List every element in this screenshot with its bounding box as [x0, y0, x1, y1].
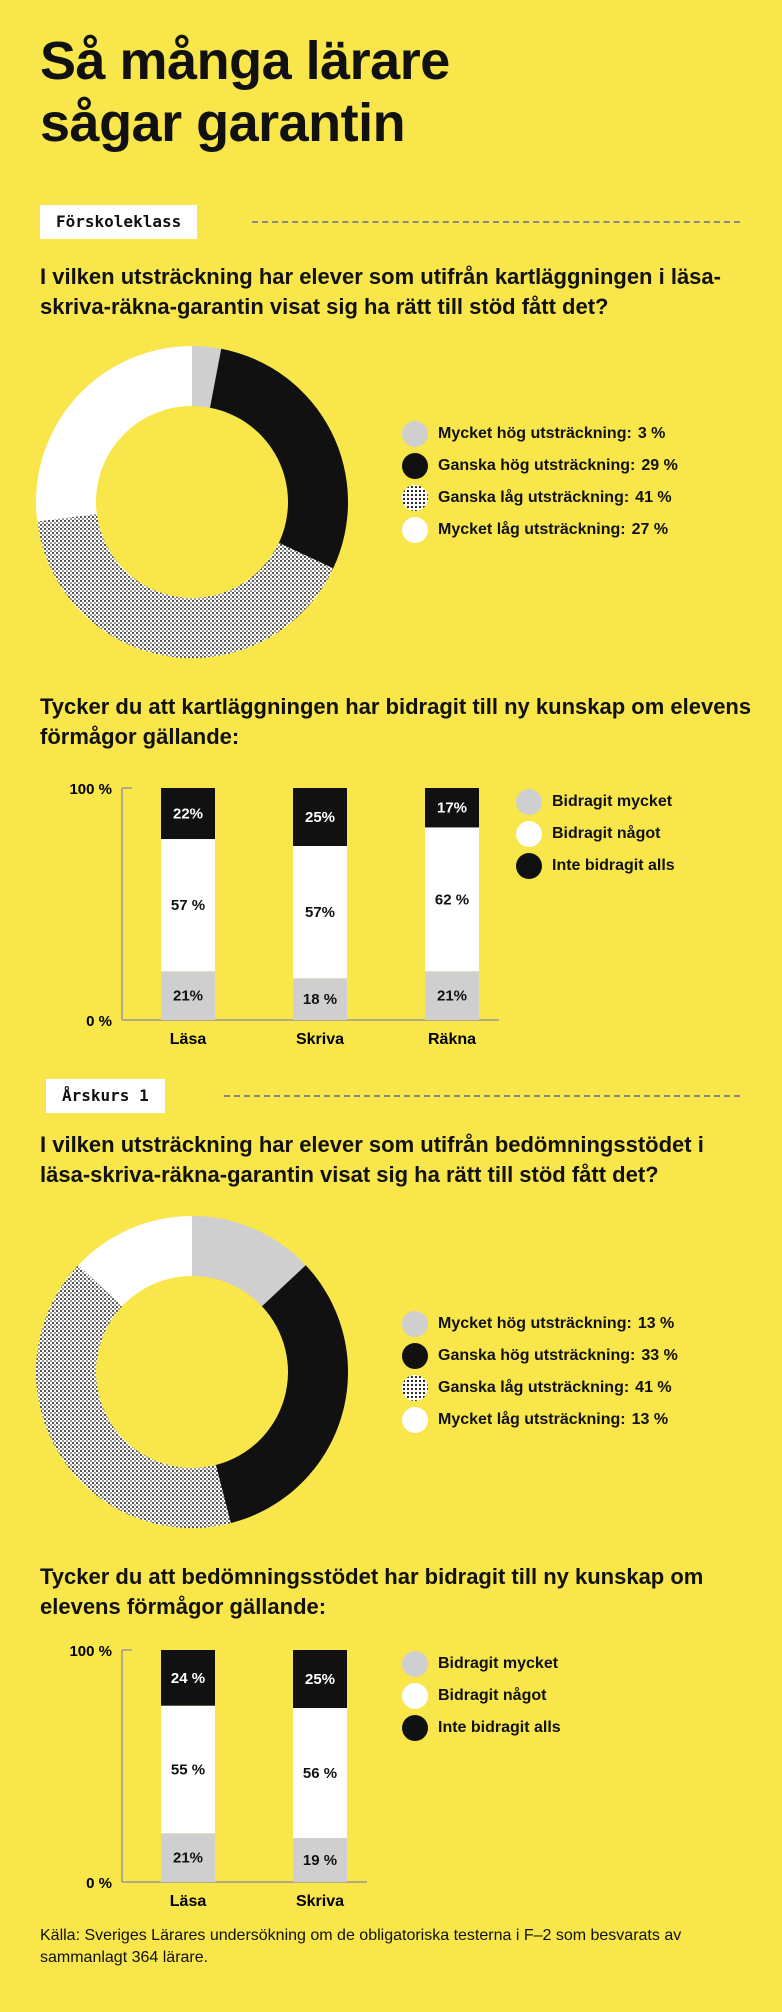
- legend-item-inte-bidragit-alls: [516, 850, 675, 882]
- bar-data-label: 17%: [436, 799, 468, 817]
- donut-legend-2: [402, 1308, 678, 1436]
- legend-value: 33 %: [641, 1347, 678, 1364]
- legend-value: 27 %: [631, 521, 669, 538]
- legend-value: 3 %: [637, 425, 666, 442]
- legend-item-ganska-hog-utstrackning: [402, 450, 678, 482]
- legend-label: Inte bidragit alls: [438, 1719, 561, 1736]
- legend-label: Mycket låg utsträckning:: [438, 521, 626, 538]
- legend-label: Mycket hög utsträckning:: [438, 425, 632, 442]
- legend-label: Bidragit mycket: [438, 1655, 559, 1672]
- legend-swatch: [516, 853, 542, 879]
- legend-item-bidragit-nagot: [516, 818, 675, 850]
- y-tick-label-0: 0 %: [86, 1875, 112, 1892]
- legend-item-ganska-hog-utstrackning: [402, 1340, 678, 1372]
- bar-data-label: 25%: [304, 1671, 336, 1688]
- legend-label: Bidragit något: [552, 825, 661, 842]
- legend-value: 13 %: [631, 1411, 669, 1428]
- bar-data-label: 56 %: [302, 1764, 338, 1782]
- legend-swatch: [402, 1683, 428, 1709]
- legend-swatch: [516, 789, 542, 815]
- bar-data-label: 57%: [304, 904, 336, 922]
- donut-question-1: I vilken utsträckning har elever som utifrån kartläggningen i läsa-skriva-räkna-garantin visat sig ha rätt till stöd fått det?: [40, 264, 721, 319]
- legend-item-ganska-lag-utstrackning: [402, 482, 678, 514]
- section-tag-label: Förskoleklass: [40, 205, 197, 239]
- section-tag-label: Årskurs 1: [46, 1079, 165, 1113]
- legend-label: Ganska låg utsträckning:: [438, 1379, 630, 1396]
- y-tick-label-0: 0 %: [86, 1013, 112, 1030]
- legend-item-mycket-hog-utstrackning: [402, 1308, 678, 1340]
- legend-swatch: [516, 821, 542, 847]
- donut-question-2: I vilken utsträckning har elever som utifrån bedömningsstödet i läsa-skriva-räkna-garantin visat sig ha rätt till stöd fått det?: [40, 1132, 704, 1187]
- legend-item-mycket-lag-utstrackning: [402, 1404, 678, 1436]
- bar-data-label: 18 %: [302, 991, 338, 1009]
- bar-question-1: Tycker du att kartläggningen har bidragit till ny kunskap om elevens förmågor gällande:: [40, 694, 752, 749]
- bar-data-label: 21%: [172, 1849, 204, 1867]
- legend-label: Ganska låg utsträckning:: [438, 489, 630, 506]
- section-divider: [252, 221, 740, 223]
- bar-data-label: 55 %: [170, 1761, 206, 1779]
- legend-item-mycket-hog-utstrackning: [402, 418, 678, 450]
- legend-value: 13 %: [637, 1315, 675, 1332]
- legend-label: Bidragit mycket: [552, 793, 673, 810]
- legend-value: 41 %: [635, 1379, 672, 1396]
- donut-slice-mycket-lag-utstrackning: [36, 346, 192, 522]
- y-tick-label-100: 100 %: [69, 1643, 112, 1660]
- x-tick-label-skriva: Skriva: [295, 1031, 345, 1048]
- donut-legend-1: [402, 418, 678, 546]
- legend-swatch: [402, 1407, 428, 1433]
- legend-swatch: [402, 1715, 428, 1741]
- legend-value: 29 %: [641, 457, 678, 474]
- bar-data-label: 24 %: [170, 1669, 206, 1687]
- legend-item-bidragit-mycket: [402, 1648, 561, 1680]
- x-tick-label-skriva: Skriva: [295, 1893, 345, 1910]
- legend-label: Inte bidragit alls: [552, 857, 675, 874]
- legend-swatch: [402, 1343, 428, 1369]
- bar-data-label: 21%: [172, 987, 204, 1005]
- legend-swatch: [402, 453, 428, 479]
- bar-data-label: 57 %: [170, 897, 206, 915]
- legend-item-ganska-lag-utstrackning: [402, 1372, 678, 1404]
- legend-item-bidragit-nagot: [402, 1680, 561, 1712]
- page-title: Så många lärare sågar garantin: [40, 31, 450, 153]
- legend-label: Ganska hög utsträckning:: [438, 457, 636, 474]
- legend-swatch: [402, 1375, 428, 1401]
- legend-swatch: [402, 1311, 428, 1337]
- bar-data-label: 62 %: [434, 891, 470, 909]
- donut-slice-ganska-hog-utstrackning: [216, 1265, 348, 1523]
- bar-data-label: 21%: [436, 987, 468, 1005]
- source-note: Källa: Sveriges Lärares undersökning om de obligatoriska testerna i F–2 som besvarats av sammanlagt 364 lärare.: [40, 1927, 682, 1966]
- section-divider: [224, 1095, 740, 1097]
- bar-data-label: 19 %: [302, 1851, 338, 1869]
- bar-data-label: 22%: [172, 805, 204, 823]
- section-tag-arskurs-1: [46, 1078, 740, 1114]
- donut-slice-ganska-hog-utstrackning: [210, 349, 348, 569]
- donut-slice-ganska-lag-utstrackning: [36, 1265, 231, 1528]
- bar-question-2: Tycker du att bedömningsstödet har bidragit till ny kunskap om elevens förmågor gällande:: [40, 1564, 704, 1619]
- legend-swatch: [402, 421, 428, 447]
- legend-item-inte-bidragit-alls: [402, 1712, 561, 1744]
- x-tick-label-rakna: Räkna: [427, 1031, 477, 1048]
- bar-data-label: 25%: [304, 809, 336, 826]
- section-tag-forskoleklass: [40, 204, 740, 240]
- x-tick-label-lasa: Läsa: [169, 1893, 207, 1910]
- legend-value: 41 %: [635, 489, 672, 506]
- legend-label: Mycket låg utsträckning:: [438, 1411, 626, 1428]
- legend-label: Ganska hög utsträckning:: [438, 1347, 636, 1364]
- legend-swatch: [402, 1651, 428, 1677]
- legend-label: Bidragit något: [438, 1687, 547, 1704]
- legend-item-bidragit-mycket: [516, 786, 675, 818]
- legend-swatch: [402, 485, 428, 511]
- x-tick-label-lasa: Läsa: [169, 1031, 207, 1048]
- bar-chart-2: [0, 1640, 782, 1910]
- legend-swatch: [402, 517, 428, 543]
- bar-legend-1: [516, 786, 675, 882]
- legend-label: Mycket hög utsträckning:: [438, 1315, 632, 1332]
- bar-legend-2: [402, 1648, 561, 1744]
- y-tick-label-100: 100 %: [69, 781, 112, 798]
- legend-item-mycket-lag-utstrackning: [402, 514, 678, 546]
